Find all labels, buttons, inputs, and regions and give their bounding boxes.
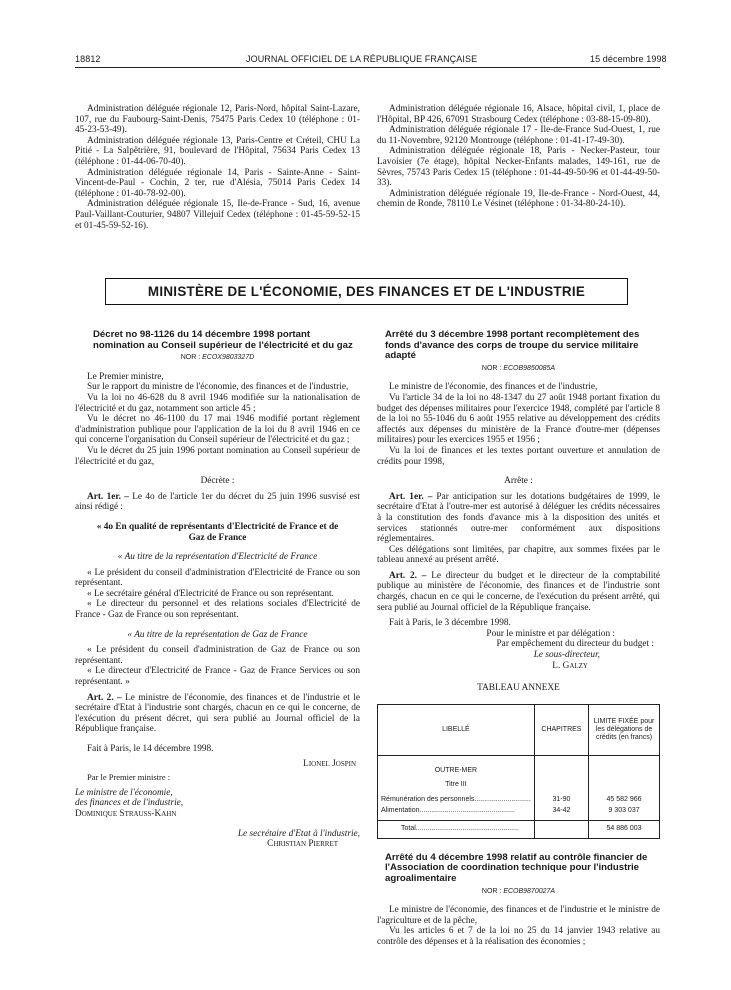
decree-p5: Vu le décret du 25 juin 1996 portant nomination au Conseil supérieur de l'électricité et du gaz, (75, 445, 360, 467)
secretary-name: Christian Pierret (267, 839, 338, 850)
decree-done: Fait à Paris, le 14 décembre 1998. (87, 744, 214, 754)
paragraph: Administration déléguée régionale 13, Paris-Centre et Créteil, CHU La Pitié - La Salpêtrière, 91, boulevard de l'Hôpital, 75634 Paris Cedex 13 (téléphone : 01-44-06-70-40). (75, 135, 360, 167)
secretary-title: Le secrétaire d'Etat à l'industrie, (237, 828, 360, 839)
arrete2-p2: Vu les articles 6 et 7 de la loi no 25 du 14 janvier 1943 relative au contrôle des dépenses et à la réalisation des économies ; (377, 926, 660, 947)
paragraph: Administration déléguée régionale 12, Paris-Nord, hôpital Saint-Lazare, 107, rue du Faubourg-Saint-Denis, 75475 Paris Cedex 10 (téléphone : 01-45-23-53-49). (75, 104, 360, 136)
arrete2-nor: NOR : ECOB9870027A (481, 887, 556, 895)
top-left-column (75, 104, 360, 231)
total-amount: 54 886 003 (589, 821, 660, 839)
decree-p4: Vu le décret no 46-1100 du 17 mai 1946 modifié portant règlement d'administration publique pour l'application de la loi du 8 avril 1946 en ce qui concerne l'organisation du Conseil supérieur de l'électricité et du gaz ; (75, 414, 360, 446)
arrete2-p1: Le ministre de l'économie, des finances et de l'industrie et le ministre de l'agriculture et de la pêche, (377, 905, 660, 926)
arrete1-signature: L. Galzy (552, 660, 588, 671)
art2-label: Art. 2. – (87, 692, 122, 703)
amount-cell: 9 303 037 (608, 806, 640, 814)
arrete1-title: Arrêté du 3 décembre 1998 portant recomplètement des fonds d'avance des corps de troupe du service militaire adapté (385, 329, 640, 362)
arrete1-p2: Vu l'article 34 de la loi no 48-1347 du 27 août 1948 portant fixation du budget des dépenses militaires pour l'exercice 1948, complété par l'article 8 de la loi no 55-1046 du 6 août 1955 relative au développement des crédits affectés aux dépenses du ministère de la France d'outre-mer (dépenses militaires) pour les exercices 1955 et 1956 ; (377, 392, 660, 446)
col-header-limite: LIMITE FIXÉE pour les délégations de crédits (en francs) (589, 704, 660, 755)
gdf-subheading: « Au titre de la représentation de Gaz de France (127, 629, 308, 640)
annex-title: TABLEAU ANNEXE (477, 683, 560, 694)
art1-label: Art. 1er. – (87, 491, 129, 502)
paragraph: Administration déléguée régionale 15, Ile-de-France - Sud, 16, avenue Paul-Vaillant-Couturier, 94807 Villejuif Cedex (téléphone : 01-45-59-52-15 et 01-45-59-52-16). (75, 199, 360, 231)
total-label: Total (401, 825, 416, 833)
arrete1-nor: NOR : ECOB9850085A (481, 364, 556, 372)
minister-name: Dominique Strauss-Kahn (75, 808, 177, 819)
top-right-column (377, 104, 660, 210)
arrete1-pour: Pour le ministre et par délégation : (486, 628, 615, 639)
decrete: Décrète : (200, 476, 235, 487)
arrete1-art2-text: Le directeur du budget et le directeur de la comptabilité publique au ministère de l'économie, des finances et de l'industrie sont chargés, chacun en ce qui le concerne, de l'exécution du présent arrêté, qui sera publié au Journal officiel de la République française. (377, 570, 661, 613)
table-row: Alimentation................................................. (381, 806, 515, 814)
ministry-heading: MINISTÈRE DE L'ÉCONOMIE, DES FINANCES ET DE L'INDUSTRIE (105, 278, 628, 305)
titre-label: Titre III (445, 781, 467, 789)
paragraph: Administration déléguée régionale 18, Paris - Necker-Pasteur, tour Lavoisier (7e étage), hôpital Necker-Enfants malades, 149-161, rue de Sèvres, 75743 Paris Cedex 15 (téléphone : 01-44-49-50-96 et 01-44-49-50-33). (377, 146, 660, 189)
annex-table: LIBELLÉ CHAPITRES LIMITE FIXÉE pour les délégations de crédits (en francs) OUTRE-MER Titre III Rémunération des personnels............................. Alimentation................................................. 31-90 34-42 45 582 966 9 303 037 Total..................................................... 54 886 003 (377, 704, 660, 839)
gdf-member-1: « Le président du conseil d'administration de Gaz de France ou son représentant. (75, 645, 360, 666)
art2-text: Le ministre de l'économie, des finances et de l'industrie et le secrétaire d'Etat à l'industrie sont chargés, chacun en ce qui le concerne, de l'exécution du présent décret, qui sera publié au Journal officiel de la République française. (75, 692, 361, 735)
arrete2-title: Arrêté du 4 décembre 1998 relatif au contrôle financier de l'Association de coordination technique pour l'industrie agroalimentaire (385, 851, 648, 884)
chapter-cell: 31-90 (552, 796, 571, 803)
by-pm: Par le Premier ministre : (87, 772, 171, 783)
arrete1-art1-label: Art. 1er. – (389, 491, 433, 502)
arrete1-p4: Ces délégations sont limitées, par chapitre, aux sommes fixées par le tableau annexé au présent arrêté. (377, 544, 660, 566)
decree-column (75, 330, 360, 850)
section-label: OUTRE-MER (434, 766, 478, 774)
amount-cell: 45 582 966 (606, 796, 642, 803)
minister-title-1: Le ministre de l'économie, (75, 787, 173, 798)
paragraph: Administration déléguée régionale 17 - Ile-de-France Sud-Ouest, 1, rue du 11-Novembre, 92120 Montrouge (téléphone : 01-41-17-49-30). (377, 125, 660, 146)
header-date: 15 décembre 1998 (590, 54, 667, 64)
col-header-chapitres: CHAPITRES (534, 704, 588, 755)
arrete1-done: Fait à Paris, le 3 décembre 1998. (389, 618, 511, 629)
edf-member-1: « Le président du conseil d'administration d'Electricité de France ou son représentant. (75, 567, 360, 589)
gdf-member-2: « Le directeur d'Electricité de France - Gaz de France Services ou son représentant. » (75, 666, 360, 688)
col-header-libelle: LIBELLÉ (378, 704, 535, 755)
paragraph: Administration déléguée régionale 16, Alsace, hôpital civil, 1, place de l'Hôpital, BP 426, 67091 Strasbourg Cedex (téléphone : 03-88-15-09-80). (377, 104, 660, 125)
arrete-column (377, 330, 660, 948)
arrete1-empechement: Par empêchement du directeur du budget : (496, 639, 654, 650)
arrete1-p3: Vu la loi de finances et les textes portant ouverture et annulation de crédits pour 1998, (377, 445, 660, 467)
header-rule (75, 67, 660, 68)
arrete-heading: Arrête : (504, 476, 533, 487)
decree-p2: Sur le rapport du ministre de l'économie, des finances et de l'industrie, (87, 382, 349, 393)
edf-member-3: « Le directeur du personnel et des relations sociales d'Electricité de France - Gaz de France ou son représentant. (75, 599, 360, 621)
page-number: 18812 (75, 54, 101, 64)
minister-title-2: des finances et de l'industrie, (75, 798, 184, 809)
decree-title: Décret no 98-1126 du 14 décembre 1998 portant nomination au Conseil supérieur de l'électricité et du gaz (93, 329, 353, 351)
art1-text: Le 4o de l'article 1er du décret du 25 juin 1996 susvisé est ainsi rédigé : (75, 491, 360, 513)
paragraph: Administration déléguée régionale 19, Ile-de-France - Nord-Ouest, 44, chemin de Ronde, 78110 Le Vésinet (téléphone : 01-34-80-24-10). (377, 188, 660, 210)
arrete1-p1: Le ministre de l'économie, des finances et de l'industrie, (389, 382, 598, 393)
quote-heading: « 4o En qualité de représentants d'Electricité de France et de Gaz de France (96, 521, 339, 543)
edf-member-2: « Le secrétaire général d'Electricité de France ou son représentant. (87, 588, 334, 599)
decree-p1: Le Premier ministre, (87, 371, 164, 382)
table-row: Rémunération des personnels............................. (381, 796, 531, 803)
arrete1-sous-directeur: Le sous-directeur, (533, 650, 600, 661)
journal-title: JOURNAL OFFICIEL DE LA RÉPUBLIQUE FRANÇAISE (246, 54, 478, 64)
chapter-cell: 34-42 (552, 806, 571, 814)
decree-nor: NOR : ECOX9803327D (180, 354, 255, 362)
arrete1-art2-label: Art. 2. – (389, 570, 427, 581)
arrete1-art1-text: Par anticipation sur les dotations budgétaires de 1999, le secrétaire d'Etat à l'outre-mer est autorisé à déléguer les crédits nécessaires à la constitution des fonds d'avance mis à la disposition des unités et services stationnés outre-mer conformément aux dispositions réglementaires. (377, 491, 661, 545)
decree-p3: Vu la loi no 46-628 du 8 avril 1946 modifiée sur la nationalisation de l'électricité et du gaz, notamment son article 45 ; (75, 392, 360, 414)
signature-pm: Lionel Jospin (303, 758, 356, 769)
edf-subheading: « Au titre de la représentation d'Electricité de France (117, 552, 318, 563)
paragraph: Administration déléguée régionale 14, Paris - Sainte-Anne - Saint-Vincent-de-Paul - Cochin, 2 ter, rue d'Alésia, 75014 Paris Cedex 14 (téléphone : 01-40-78-92-00). (75, 167, 360, 199)
